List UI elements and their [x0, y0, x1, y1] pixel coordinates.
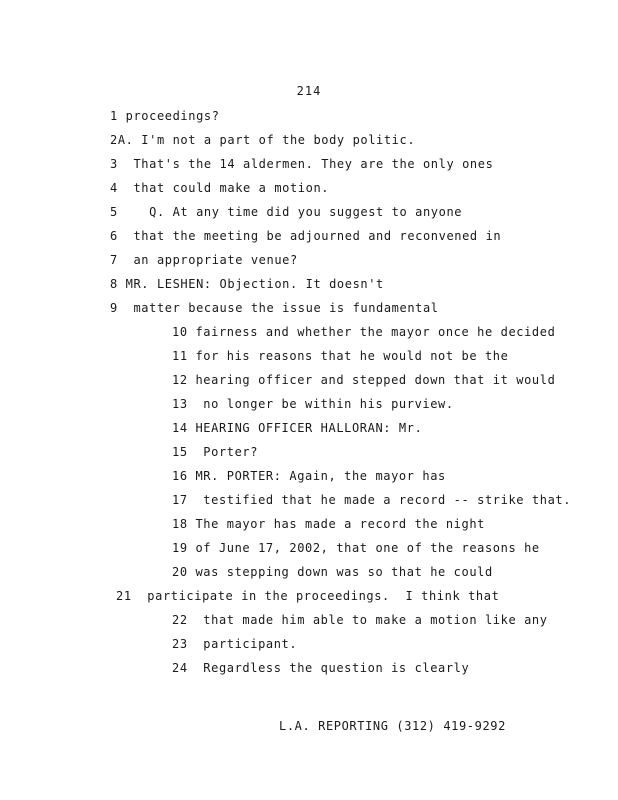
reporter-footer: L.A. REPORTING (312) 419-9292 [279, 719, 506, 733]
transcript-line: 11 for his reasons that he would not be the [172, 349, 509, 363]
transcript-line: 9 matter because the issue is fundamental [110, 301, 439, 315]
transcript-line: 2A. I'm not a part of the body politic. [110, 133, 416, 147]
transcript-line: 19 of June 17, 2002, that one of the reasons he [172, 541, 540, 555]
page-number: 214 [296, 84, 322, 98]
transcript-line: 14 HEARING OFFICER HALLORAN: Mr. [172, 421, 423, 435]
transcript-line: 6 that the meeting be adjourned and reconvened in [110, 229, 502, 243]
transcript-line: 17 testified that he made a record -- strike that. [172, 493, 572, 507]
transcript-line: 4 that could make a motion. [110, 181, 330, 195]
transcript-line: 16 MR. PORTER: Again, the mayor has [172, 469, 446, 483]
transcript-line: 7 an appropriate venue? [110, 253, 298, 267]
transcript-line: 20 was stepping down was so that he could [172, 565, 493, 579]
transcript-line: 10 fairness and whether the mayor once he decided [172, 325, 556, 339]
transcript-line: 5 Q. At any time did you suggest to anyone [110, 205, 463, 219]
transcript-line: 1 proceedings? [110, 109, 220, 123]
transcript-line: 12 hearing officer and stepped down that it would [172, 373, 556, 387]
transcript-line: 21 participate in the proceedings. I think that [116, 589, 500, 603]
transcript-line: 23 participant. [172, 637, 298, 651]
transcript-line: 24 Regardless the question is clearly [172, 661, 470, 675]
transcript-line: 8 MR. LESHEN: Objection. It doesn't [110, 277, 384, 291]
transcript-line: 15 Porter? [172, 445, 259, 459]
transcript-line: 18 The mayor has made a record the night [172, 517, 485, 531]
transcript-line: 22 that made him able to make a motion like any [172, 613, 548, 627]
transcript-line: 3 That's the 14 aldermen. They are the only ones [110, 157, 494, 171]
transcript-line: 13 no longer be within his purview. [172, 397, 454, 411]
